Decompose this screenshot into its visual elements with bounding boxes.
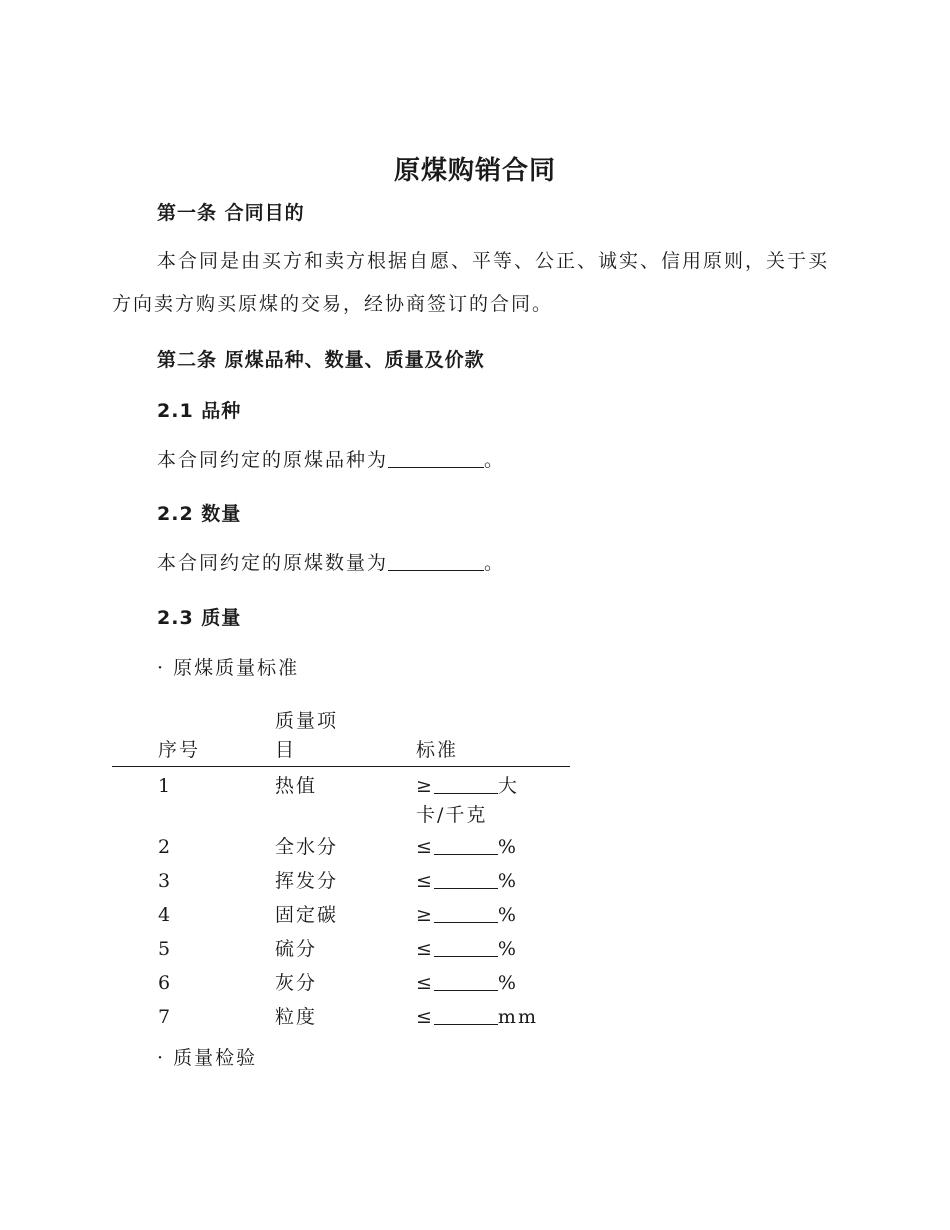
variety-text-after: 。	[484, 449, 506, 471]
row-blank-field[interactable]	[434, 777, 498, 794]
header-no: 序号	[158, 739, 201, 761]
row-item: 热值	[275, 775, 318, 797]
quantity-blank-field[interactable]	[388, 552, 484, 571]
document-title: 原煤购销合同	[393, 156, 556, 186]
row-operator: ≤	[416, 972, 434, 994]
table-row	[112, 772, 570, 833]
quality-inspection-bullet: · 质量检验	[157, 1047, 258, 1069]
section-2-1-heading: 2.1 品种	[157, 400, 242, 422]
section-2-3-heading: 2.3 质量	[157, 607, 242, 629]
article-2-heading: 第二条 原煤品种、数量、质量及价款	[157, 349, 485, 371]
row-unit: mm	[497, 1006, 538, 1028]
quality-table	[112, 705, 570, 1037]
row-unit: %	[497, 904, 518, 926]
row-no: 1	[158, 775, 173, 797]
row-no: 4	[158, 904, 173, 926]
row-blank-field[interactable]	[434, 906, 498, 923]
variety-blank-field[interactable]	[388, 449, 484, 468]
article-1-heading: 第一条 合同目的	[157, 202, 305, 224]
row-no: 5	[158, 938, 173, 960]
row-unit: %	[497, 870, 518, 892]
row-item: 硫分	[275, 938, 318, 960]
row-standard	[416, 969, 536, 998]
row-standard	[416, 833, 536, 862]
row-blank-field[interactable]	[434, 838, 498, 855]
table-row	[112, 935, 570, 969]
row-no: 2	[158, 836, 173, 858]
row-unit: %	[497, 972, 518, 994]
quantity-text-after: 。	[484, 552, 506, 574]
row-item: 全水分	[275, 836, 339, 858]
table-row	[112, 833, 570, 867]
row-standard	[416, 772, 531, 830]
section-2-2-text	[157, 542, 505, 585]
row-item: 固定碳	[275, 904, 339, 926]
section-2-2-heading: 2.2 数量	[157, 503, 242, 525]
row-no: 3	[158, 870, 173, 892]
table-row	[112, 867, 570, 901]
row-operator: ≤	[416, 870, 434, 892]
row-no: 7	[158, 1006, 173, 1028]
table-row	[112, 969, 570, 1003]
table-row	[112, 901, 570, 935]
row-operator: ≤	[416, 938, 434, 960]
quality-standard-bullet: · 原煤质量标准	[157, 657, 300, 679]
row-standard	[416, 867, 536, 896]
table-row	[112, 1003, 570, 1037]
row-standard	[416, 901, 536, 930]
article-1-body: 本合同是由买方和卖方根据自愿、平等、公正、诚实、信用原则，关于买方向卖方购买原煤的交易，经协商签订的合同。	[112, 250, 830, 315]
quantity-text-before: 本合同约定的原煤数量为	[157, 552, 389, 574]
row-unit: %	[497, 938, 518, 960]
row-operator: ≥	[416, 775, 434, 797]
row-unit: %	[497, 836, 518, 858]
row-unit: 大卡/千克	[416, 775, 519, 826]
header-item: 质量项目	[275, 710, 339, 761]
row-no: 6	[158, 972, 173, 994]
row-blank-field[interactable]	[434, 940, 498, 957]
row-item: 挥发分	[275, 870, 339, 892]
row-blank-field[interactable]	[434, 872, 498, 889]
section-2-1-text	[157, 439, 505, 482]
table-header-row	[112, 705, 570, 767]
row-standard	[416, 935, 536, 964]
row-blank-field[interactable]	[434, 974, 498, 991]
row-item: 粒度	[275, 1006, 318, 1028]
row-standard	[416, 1003, 556, 1032]
row-blank-field[interactable]	[434, 1008, 498, 1025]
row-operator: ≤	[416, 836, 434, 858]
row-operator: ≤	[416, 1006, 434, 1028]
row-item: 灰分	[275, 972, 318, 994]
row-operator: ≥	[416, 904, 434, 926]
header-standard: 标准	[416, 739, 459, 761]
variety-text-before: 本合同约定的原煤品种为	[157, 449, 389, 471]
